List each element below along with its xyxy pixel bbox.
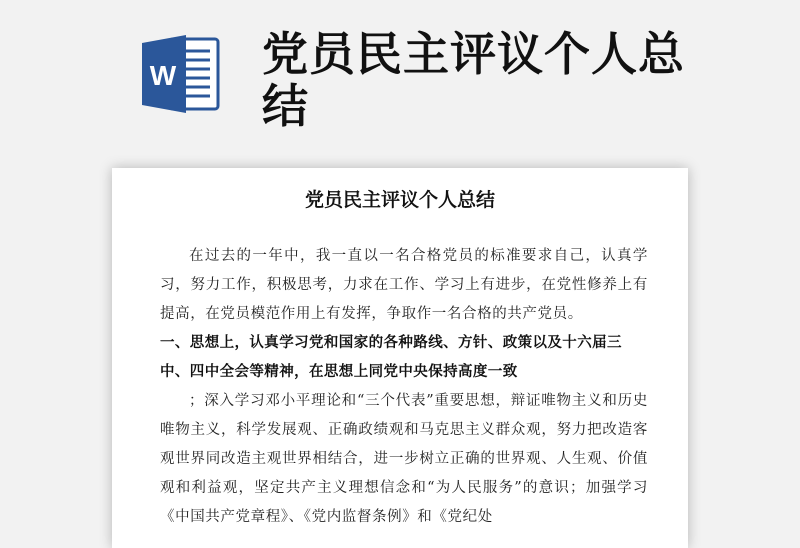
document-page (112, 168, 688, 548)
paragraph-intro: 在过去的一年中，我一直以一名合格党员的标准要求自己，认真学习，努力工作，积极思考，力求在工作、学习上有进步，在党性修养上有提高，在党员模范作用上有发挥，争取作一名合格的共产党员。 (160, 248, 648, 322)
paragraph-section-1: ；深入学习邓小平理论和“三个代表”重要思想，辩证唯物主义和历史唯物主义，科学发展观、正确政绩观和马克思主义群众观，努力把改造客观世界同改造主观世界相结合，进一步树立正确的世界观、人生观、价值观和利益观，坚定共产主义理想信念和“为人民服务”的意识；加强学习《中国共产党章程》、《党内监督条例》和《党纪处 (160, 393, 648, 525)
document-title: 党员民主评议个人总结 (304, 189, 495, 211)
page-title: 党员民主评议个人总结 (262, 27, 685, 133)
document-body (160, 242, 648, 532)
word-document-icon (140, 33, 222, 115)
header (0, 0, 800, 150)
word-icon-letter: W (149, 60, 177, 91)
section-heading-1: 一、思想上，认真学习党和国家的各种路线、方针、政策以及十六届三中、四中全会等精神，在思想上同党中央保持高度一致 (160, 335, 622, 380)
